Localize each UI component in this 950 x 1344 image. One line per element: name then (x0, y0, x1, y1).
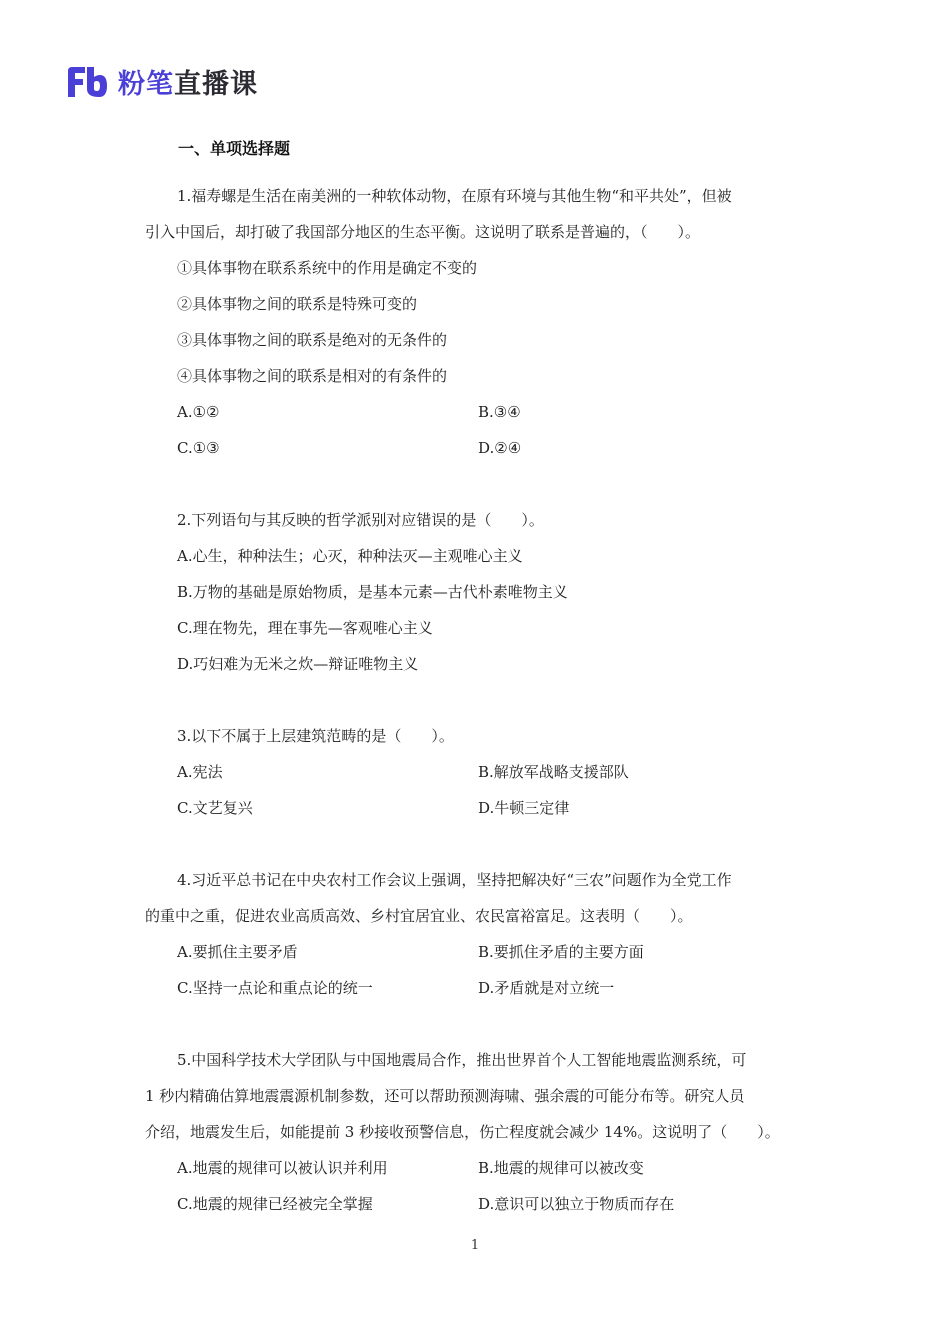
option-c[interactable]: C.地震的规律已经被完全掌握 (177, 1195, 373, 1213)
statement: ②具体事物之间的联系是特殊可变的 (177, 295, 418, 313)
option-a[interactable]: A.要抓住主要矛盾 (177, 943, 298, 961)
fb-logo-icon (66, 65, 108, 99)
question-3 (145, 718, 807, 826)
header-logo (66, 62, 258, 101)
question-stem-line: 2.下列语句与其反映的哲学派别对应错误的是（ ）。 (177, 511, 544, 529)
question-stem-line: 5.中国科学技术大学团队与中国地震局合作，推出世界首个人工智能地震监测系统，可 (177, 1051, 747, 1069)
page-number: 1 (470, 1238, 480, 1253)
question-stem-line: 引入中国后，却打破了我国部分地区的生态平衡。这说明了联系是普遍的，（ ）。 (145, 223, 701, 241)
product-name: 直播课 (174, 69, 258, 100)
option-a[interactable]: A.地震的规律可以被认识并利用 (177, 1159, 388, 1177)
option-c[interactable]: C.文艺复兴 (177, 799, 253, 817)
question-1 (145, 178, 807, 466)
option-d[interactable]: D.巧妇难为无米之炊—辩证唯物主义 (177, 655, 419, 673)
option-c[interactable]: C.①③ (177, 439, 220, 457)
statement: ④具体事物之间的联系是相对的有条件的 (177, 367, 448, 385)
option-c[interactable]: C.坚持一点论和重点论的统一 (177, 979, 373, 997)
question-5 (145, 1042, 807, 1222)
option-d[interactable]: D.矛盾就是对立统一 (478, 979, 615, 997)
question-stem-line: 的重中之重，促进农业高质高效、乡村宜居宜业、农民富裕富足。这表明（ ）。 (145, 907, 693, 925)
question-stem-line: 4.习近平总书记在中央农村工作会议上强调，坚持把解决好“三农”问题作为全党工作 (177, 871, 732, 889)
statement: ①具体事物在联系系统中的作用是确定不变的 (177, 259, 478, 277)
logo-text (118, 62, 258, 101)
question-4 (145, 862, 807, 1006)
statement: ③具体事物之间的联系是绝对的无条件的 (177, 331, 448, 349)
question-stem-line: 1 秒内精确估算地震震源机制参数，还可以帮助预测海啸、强余震的可能分布等。研究人员 (145, 1087, 745, 1105)
question-2 (145, 502, 807, 682)
question-stem-line: 介绍，地震发生后，如能提前 3 秒接收预警信息，伤亡程度就会减少 14%。这说明了（ ）。 (145, 1123, 780, 1141)
option-b[interactable]: B.地震的规律可以被改变 (478, 1159, 644, 1177)
option-b[interactable]: B.万物的基础是原始物质，是基本元素—古代朴素唯物主义 (177, 583, 568, 601)
brand-name: 粉笔 (118, 69, 174, 100)
option-a[interactable]: A.①② (177, 403, 220, 421)
question-stem-line: 1.福寿螺是生活在南美洲的一种软体动物，在原有环境与其他生物“和平共处”，但被 (177, 187, 732, 205)
option-d[interactable]: D.牛顿三定律 (478, 799, 570, 817)
option-d[interactable]: D.意识可以独立于物质而存在 (478, 1195, 675, 1213)
option-a[interactable]: A.心生，种种法生；心灭，种种法灭—主观唯心主义 (177, 547, 523, 565)
option-b[interactable]: B.要抓住矛盾的主要方面 (478, 943, 644, 961)
option-b[interactable]: B.解放军战略支援部队 (478, 763, 629, 781)
option-c[interactable]: C.理在物先，理在事先—客观唯心主义 (177, 619, 433, 637)
question-stem-line: 3.以下不属于上层建筑范畴的是（ ）。 (177, 727, 454, 745)
option-b[interactable]: B.③④ (478, 403, 521, 421)
option-d[interactable]: D.②④ (478, 439, 522, 457)
section-title: 一、单项选择题 (178, 139, 291, 158)
option-a[interactable]: A.宪法 (177, 763, 223, 781)
